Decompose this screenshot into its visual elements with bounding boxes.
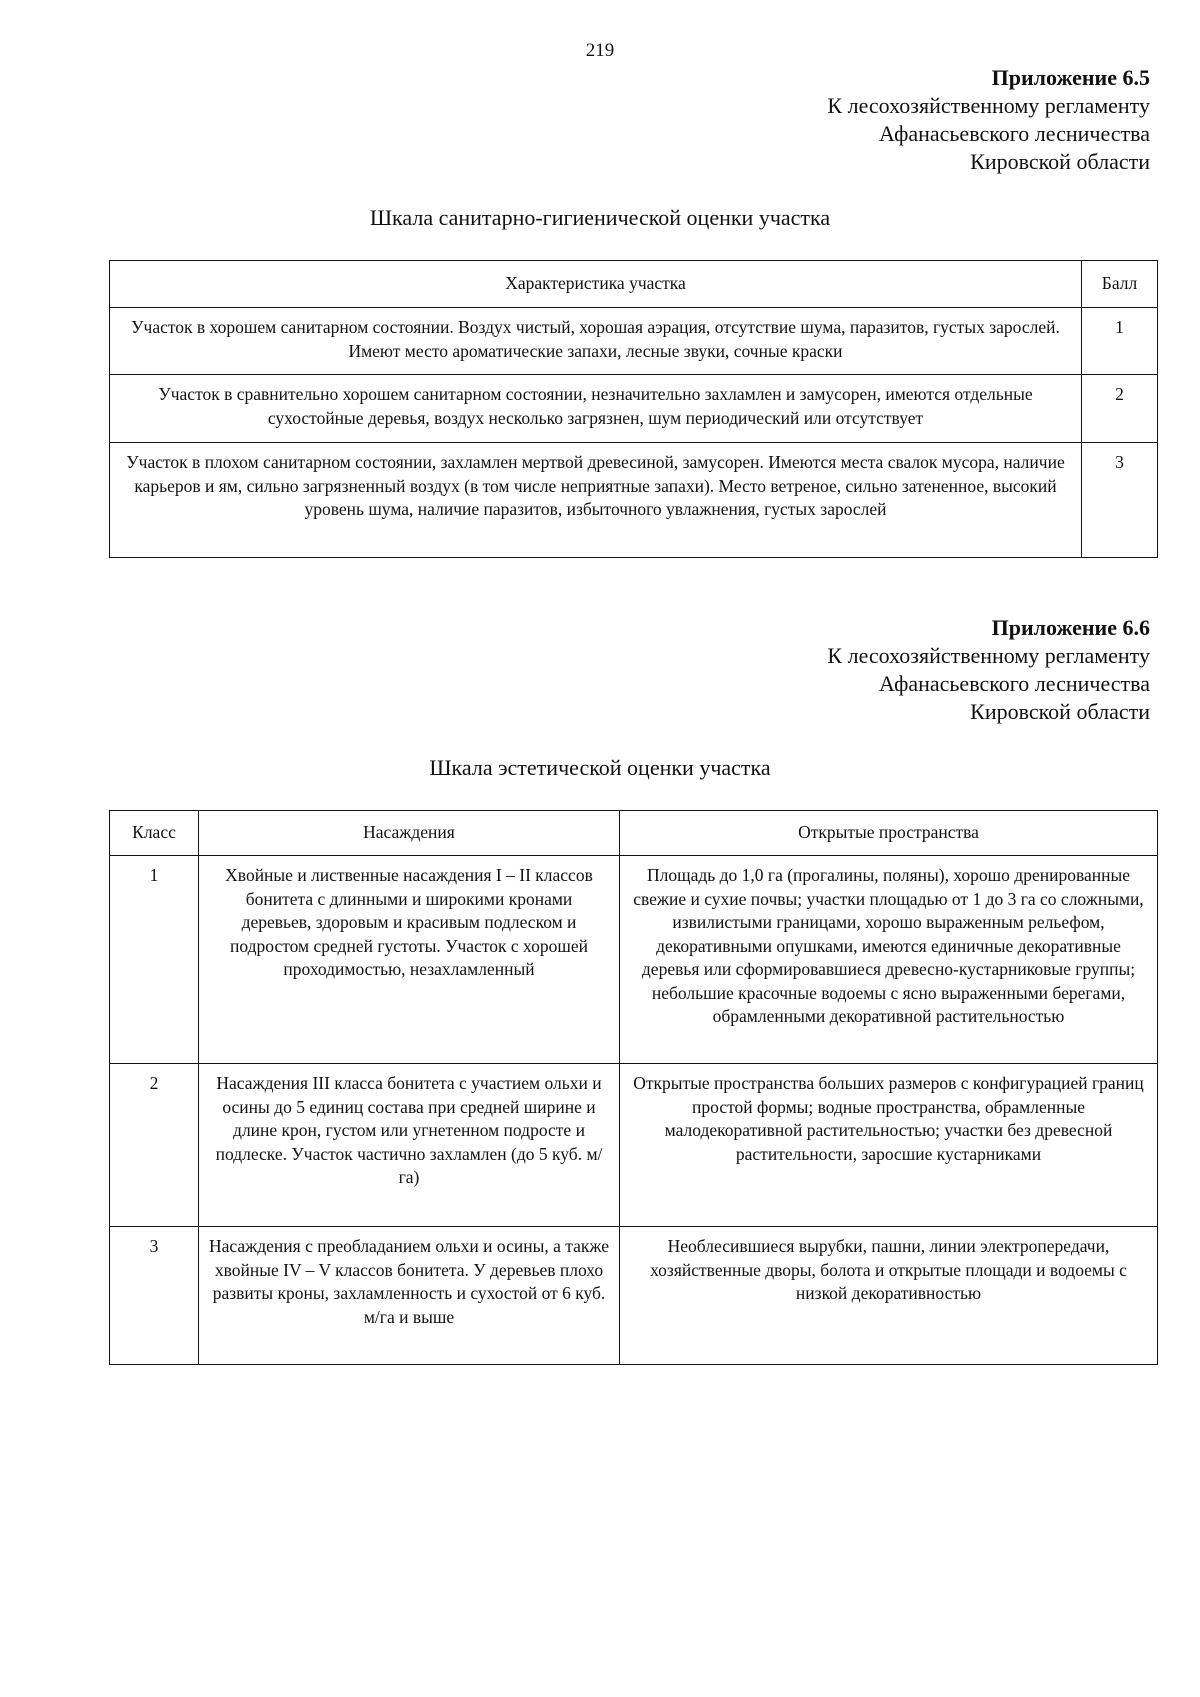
characteristic-cell: Участок в хорошем санитарном состоянии. Воздух чистый, хорошая аэрация, отсутствие шума, паразитов, густых зарослей. Имеют место ароматические запахи, лесные звуки, сочные краски <box>110 308 1082 375</box>
class-cell: 2 <box>110 1064 199 1227</box>
table-row <box>110 375 1158 443</box>
stands-cell: Хвойные и лиственные насаждения I – II классов бонитета с длинными и широкими кронами деревьев, здоровым и красивым подлеском и подростом средней густоты. Участок с хорошей проходимостью, незахламленный <box>199 856 620 1064</box>
appendix-6-6-header <box>827 614 1150 726</box>
page-number: 219 <box>585 40 615 61</box>
table-row <box>110 1227 1158 1365</box>
table-2-title: Шкала эстетической оценки участка <box>429 755 771 780</box>
appendix-line: Афанасьевского лесничества <box>879 671 1150 696</box>
header-class: Класс <box>110 811 199 856</box>
header-characteristic: Характеристика участка <box>110 261 1082 308</box>
class-cell: 3 <box>110 1227 199 1365</box>
table-header-row <box>110 261 1158 308</box>
appendix-label: Приложение 6.6 <box>991 615 1150 640</box>
table-1-title: Шкала санитарно-гигиенической оценки участка <box>369 205 831 230</box>
stands-cell: Насаждения с преобладанием ольхи и осины, а также хвойные IV – V классов бонитета. У деревьев плохо развиты кроны, захламленность и сухостой от 6 куб. м/га и выше <box>199 1227 620 1365</box>
open-spaces-cell: Открытые пространства больших размеров с конфигурацией границ простой формы; водные пространства, обрамленные малодекоративной растительностью; участки без древесной растительности, заросшие кустарниками <box>620 1064 1158 1227</box>
score-cell: 1 <box>1082 308 1158 375</box>
class-cell: 1 <box>110 856 199 1064</box>
table-row <box>110 1064 1158 1227</box>
score-cell: 3 <box>1082 443 1158 558</box>
table-row <box>110 308 1158 375</box>
characteristic-cell: Участок в плохом санитарном состоянии, захламлен мертвой древесиной, замусорен. Имеются места свалок мусора, наличие карьеров и ям, сильно загрязненный воздух (в том числе неприятные запахи). Место ветреное, сильно затененное, высокий уровень шума, наличие паразитов, избыточного увлажнения, густых зарослей <box>110 443 1082 558</box>
header-open-spaces: Открытые пространства <box>620 811 1158 856</box>
appendix-line: Кировской области <box>970 699 1150 724</box>
sanitary-score-table <box>109 260 1158 558</box>
header-score: Балл <box>1082 261 1158 308</box>
appendix-line: К лесохозяйственному регламенту <box>827 93 1150 118</box>
characteristic-cell: Участок в сравнительно хорошем санитарном состоянии, незначительно захламлен и замусорен, имеются отдельные сухостойные деревья, воздух несколько загрязнен, шум периодический или отсутствует <box>110 375 1082 443</box>
appendix-label: Приложение 6.5 <box>991 65 1150 90</box>
appendix-6-5-header <box>827 64 1150 176</box>
appendix-line: К лесохозяйственному регламенту <box>827 643 1150 668</box>
appendix-line: Афанасьевского лесничества <box>879 121 1150 146</box>
stands-cell: Насаждения III класса бонитета с участием ольхи и осины до 5 единиц состава при средней ширине и длине крон, густом или угнетенном подросте и подлеске. Участок частично захламлен (до 5 куб. м/га) <box>199 1064 620 1227</box>
open-spaces-cell: Необлесившиеся вырубки, пашни, линии электропередачи, хозяйственные дворы, болота и открытые площади и водоемы с низкой декоративностью <box>620 1227 1158 1365</box>
header-stands: Насаждения <box>199 811 620 856</box>
table-row <box>110 856 1158 1064</box>
appendix-line: Кировской области <box>970 149 1150 174</box>
table-header-row <box>110 811 1158 856</box>
aesthetic-score-table <box>109 810 1158 1365</box>
score-cell: 2 <box>1082 375 1158 443</box>
table-row <box>110 443 1158 558</box>
open-spaces-cell: Площадь до 1,0 га (прогалины, поляны), хорошо дренированные свежие и сухие почвы; участки площадью от 1 до 3 га со сложными, извилистыми границами, хорошо выраженным рельефом, декоративными опушками, имеются единичные декоративные деревья или сформировавшиеся древесно-кустарниковые группы; небольшие красочные водоемы с ясно выраженными берегами, обрамленными декоративной растительностью <box>620 856 1158 1064</box>
